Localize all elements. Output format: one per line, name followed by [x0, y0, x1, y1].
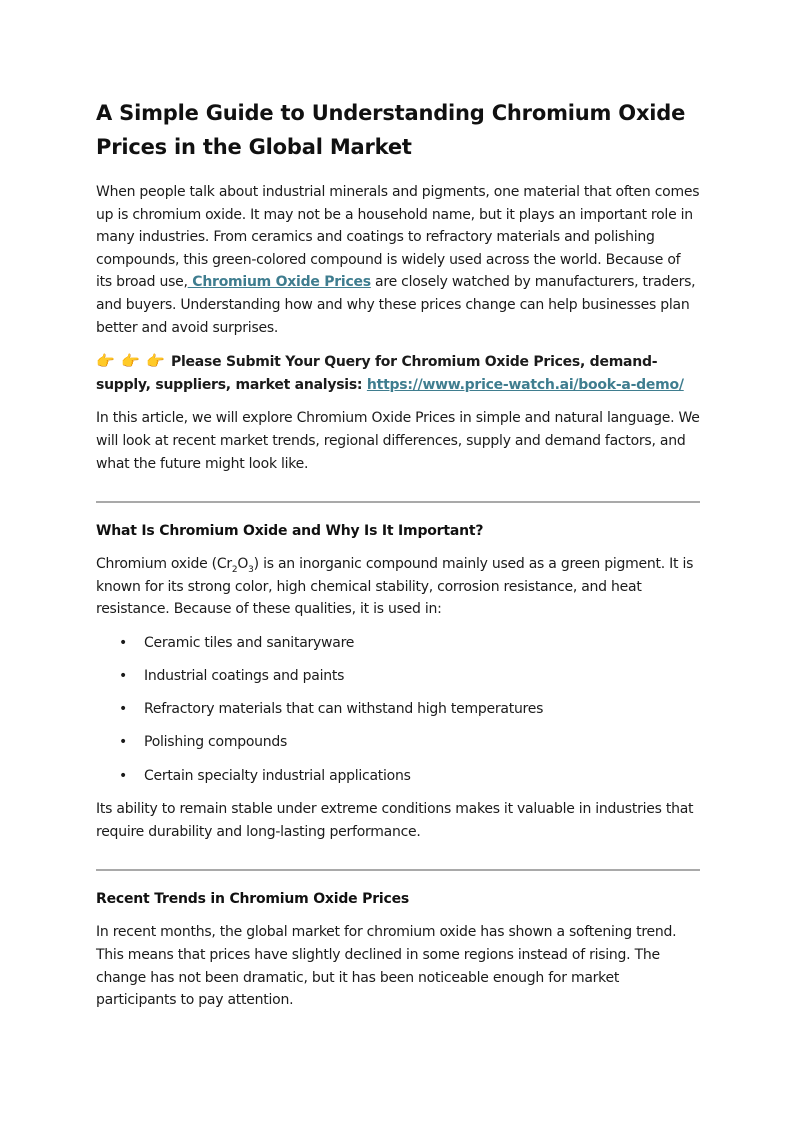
definition-paragraph	[96, 553, 700, 621]
intro-paragraph	[96, 181, 700, 339]
list-item	[96, 765, 700, 788]
definition-text-end: ) is an inorganic compound mainly used as a green pigment. It is known for its strong color, high chemical stability, corrosion resistance, and heat resistance. Because of these qualities, it is used in:	[96, 556, 694, 618]
definition-text-start: Chromium oxide (Cr	[96, 556, 232, 573]
section-divider	[96, 501, 700, 503]
closing-paragraph: Its ability to remain stable under extreme conditions makes it valuable in industries that require durability and long-lasting performance.	[96, 801, 694, 840]
bullet-icon: •	[119, 767, 128, 784]
list-item-text: Refractory materials that can withstand high temperatures	[144, 701, 544, 718]
list-item	[96, 665, 700, 688]
document-page	[96, 96, 700, 1023]
cta-paragraph	[96, 350, 700, 396]
pointing-hand-icon: 👉	[146, 352, 165, 371]
definition-text-oxygen: O	[237, 556, 249, 573]
intro-text-before-link: When people talk about industrial minerals and pigments, one material that often comes up is chromium oxide. It may not be a household name, but it plays an important role in many industries. From ceramics and coatings to refractory materials and polishing compounds, this green-colored compound is widely used across the world. Because of its broad use,	[96, 184, 700, 291]
section-divider	[96, 869, 700, 871]
intro-text-after-link: are closely watched by manufacturers, traders, and buyers. Understanding how and why these prices change can help businesses plan better and avoid surprises.	[96, 274, 696, 336]
pointing-hand-icon: 👉	[121, 352, 140, 371]
list-item	[96, 698, 700, 721]
book-demo-link[interactable]: https://www.price-watch.ai/book-a-demo/	[366, 376, 684, 393]
list-item-text: Certain specialty industrial applications	[144, 767, 411, 784]
uses-list	[96, 632, 700, 787]
trends-paragraph: In recent months, the global market for chromium oxide has shown a softening trend. This means that prices have slightly declined in some regions instead of rising. The change has not been dramatic, but it has been noticeable enough for market participants to pay attention.	[96, 924, 677, 1009]
bullet-icon: •	[119, 668, 128, 685]
bullet-icon: •	[119, 634, 128, 651]
bullet-icon: •	[119, 701, 128, 718]
list-item	[96, 632, 700, 655]
list-item	[96, 731, 700, 754]
section-heading-what-is: What Is Chromium Oxide and Why Is It Important?	[96, 523, 484, 540]
chromium-oxide-prices-link[interactable]: Chromium Oxide Prices	[187, 274, 371, 291]
section-heading-recent-trends: Recent Trends in Chromium Oxide Prices	[96, 891, 410, 908]
list-item-text: Ceramic tiles and sanitaryware	[144, 634, 355, 651]
bullet-icon: •	[119, 734, 128, 751]
pointing-hand-icon: 👉	[96, 352, 115, 371]
list-item-text: Industrial coatings and paints	[144, 668, 345, 685]
cta-text: Please Submit Your Query for Chromium Oxide Prices, demand-supply, suppliers, market analysis:	[96, 354, 658, 393]
subscript-2: 2	[231, 564, 238, 575]
overview-paragraph: In this article, we will explore Chromium Oxide Prices in simple and natural language. We will look at recent market trends, regional differences, supply and demand factors, and what the future might look like.	[96, 410, 700, 472]
subscript-3: 3	[248, 564, 254, 575]
article-title: A Simple Guide to Understanding Chromium Oxide Prices in the Global Market	[96, 101, 686, 159]
list-item-text: Polishing compounds	[144, 734, 288, 751]
